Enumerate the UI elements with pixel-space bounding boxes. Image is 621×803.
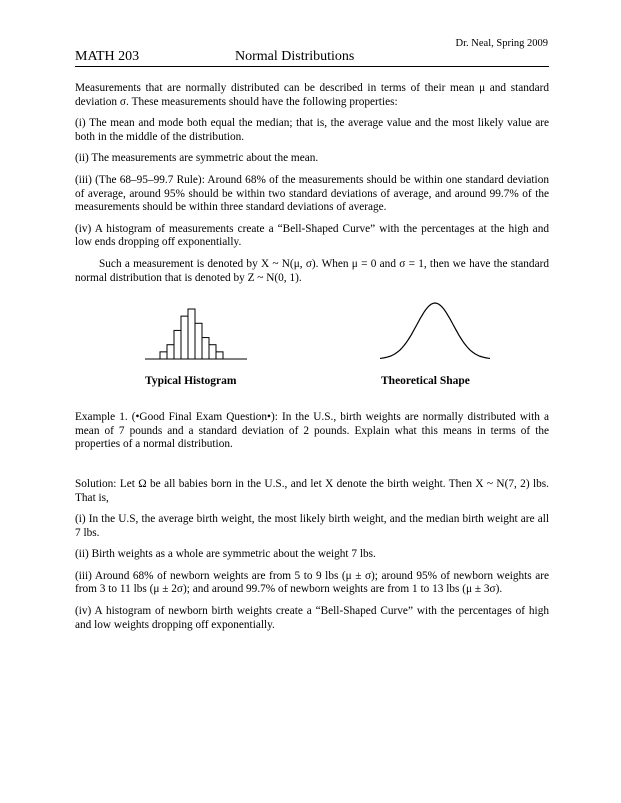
histogram-bar	[202, 338, 209, 359]
figures-row	[75, 295, 549, 391]
page-title: Normal Distributions	[235, 49, 355, 64]
histogram-label: Typical Histogram	[145, 375, 237, 388]
solution-item-1: (i) In the U.S, the average birth weight, the most likely birth weight, and the median birth weight are all 7 lbs.	[75, 513, 549, 539]
example-paragraph: Example 1. (•Good Final Exam Question•): In the U.S., birth weights are normally distributed with a mean of 7 pounds and a standard deviation of 2 pounds. Explain what this means in terms of the properties of a normal distribution.	[75, 411, 549, 451]
histogram-bar	[181, 316, 188, 359]
property-1: (i) The mean and mode both equal the median; that is, the average value and the most likely value are both in the middle of the distribution.	[75, 117, 549, 143]
histogram-bar	[209, 345, 216, 359]
histogram-bar	[160, 352, 167, 359]
notation-paragraph: Such a measurement is denoted by X ~ N(μ, σ). When μ = 0 and σ = 1, then we have the standard normal distribution that is denoted by Z ~ N(0, 1).	[75, 257, 549, 284]
solution-item-2: (ii) Birth weights as a whole are symmetric about the weight 7 lbs.	[75, 548, 376, 561]
property-2: (ii) The measurements are symmetric about the mean.	[75, 152, 319, 165]
histogram-bar	[188, 309, 195, 359]
histogram-figure	[135, 295, 315, 375]
course-name: MATH 203	[75, 49, 140, 64]
author-line: Dr. Neal, Spring 2009	[455, 38, 548, 49]
intro-paragraph: Measurements that are normally distributed can be described in terms of their mean μ and standard deviation σ. These measurements should have the following properties:	[75, 82, 549, 108]
property-3: (iii) (The 68–95–99.7 Rule): Around 68% of the measurements should be within one standard deviation of average, around 95% should be within two standard deviations of average, and around 99.7% of the measurements should be within three standard deviations of average.	[75, 173, 549, 214]
curve-label: Theoretical Shape	[381, 375, 470, 388]
page-header	[75, 48, 549, 67]
histogram-bar	[167, 345, 174, 359]
bell-curve	[380, 303, 490, 358]
histogram-bar	[174, 331, 181, 360]
solution-item-4: (iv) A histogram of newborn birth weights create a “Bell-Shaped Curve” with the percentages of high and low weights dropping off exponentially.	[75, 605, 549, 631]
document-body	[75, 82, 549, 640]
property-4: (iv) A histogram of measurements create a “Bell-Shaped Curve” with the percentages at the high and low ends dropping off exponentially.	[75, 222, 549, 249]
solution-item-3: (iii) Around 68% of newborn weights are from 5 to 9 lbs (μ ± σ); around 95% of newborn weights are from 3 to 11 lbs (μ ± 2σ); and around 99.7% of newborn weights are from 1 to 13 lbs (μ ± 3σ).	[75, 569, 549, 596]
histogram-bar	[195, 323, 202, 359]
bell-curve-figure	[375, 295, 505, 375]
solution-intro: Solution: Let Ω be all babies born in the U.S., and let X denote the birth weight. Then X ~ N(7, 2) lbs. That is,	[75, 477, 549, 504]
histogram-bar	[216, 352, 223, 359]
